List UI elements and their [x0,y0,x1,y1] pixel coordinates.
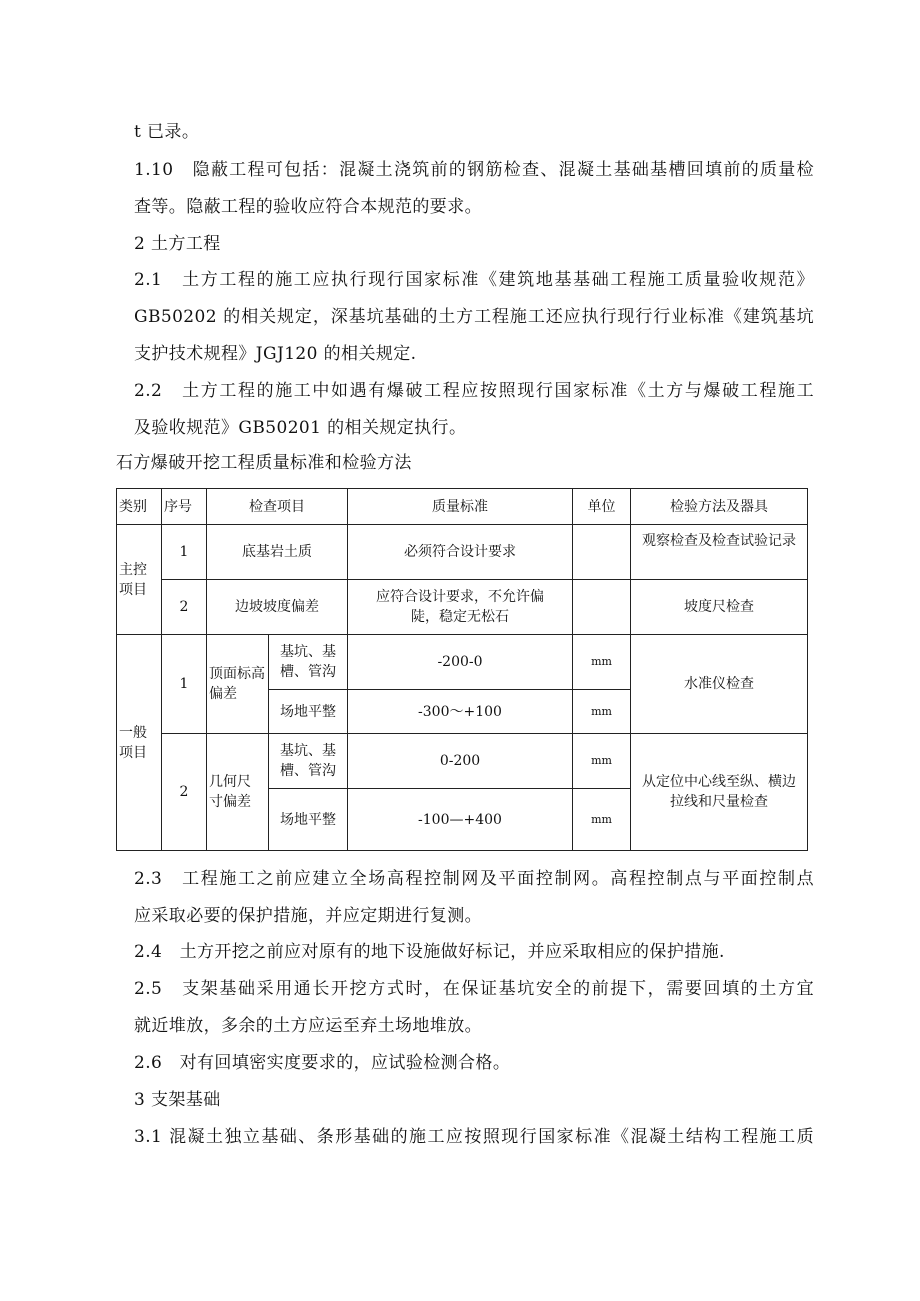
method-line-1: 从定位中心线至纵、横边 [642,774,796,790]
category-general-line-1: 一般 [119,724,147,741]
section-heading-3: 3 支架基础 [134,1090,221,1110]
clause-2-2-line-1: 2.2 土方工程的施工中如遇有爆破工程应按照现行国家标准《土方与爆破工程施工 [134,381,814,401]
method-cell [631,734,808,851]
sub-item-cell [269,734,348,789]
table-row [117,580,808,635]
sub-item-line-1: 基坑、基 [280,644,336,660]
standard-cell: 0-200 [348,734,573,789]
seq-cell: 1 [162,635,207,734]
category-general-line-2: 项目 [119,744,147,761]
clause-2-1-line-2: GB50202 的相关规定，深基坑基础的土方工程施工还应执行现行行业标准《建筑基坑 [134,307,814,327]
standard-line-1: 应符合设计要求，不允许偏 [376,589,544,605]
seq-cell: 2 [162,734,207,851]
item-line-1: 顶面标高 [209,666,265,682]
table-header-row [117,489,808,525]
sub-item-line-1: 基坑、基 [280,743,336,759]
standard-cell [348,580,573,635]
clause-2-3-line-1: 2.3 工程施工之前应建立全场高程控制网及平面控制网。高程控制点与平面控制点 [134,869,814,889]
item-cell: 边坡坡度偏差 [207,580,348,635]
quality-standard-table [116,488,808,851]
unit-cell: mm [573,690,631,734]
category-main-control [117,525,162,635]
clause-2-3-line-2: 应采取必要的保护措施，并应定期进行复测。 [134,906,482,926]
header-item: 检查项目 [207,489,348,525]
unit-cell [573,525,631,580]
clause-2-4: 2.4 土方开挖之前应对原有的地下设施做好标记，并应采取相应的保护措施. [134,942,725,962]
method-cell: 水准仪检查 [631,635,808,734]
item-cell [207,734,269,851]
method-line-2: 拉线和尺量检查 [670,794,768,810]
unit-cell: mm [573,635,631,690]
clause-1-10-line-1: 1.10 隐蔽工程可包括：混凝土浇筑前的钢筋检查、混凝土基础基槽回填前的质量检 [134,160,814,180]
header-unit: 单位 [573,489,631,525]
item-line-2: 寸偏差 [209,794,251,810]
section-heading-2: 2 土方工程 [134,234,221,254]
standard-cell: -300～+100 [348,690,573,734]
standard-cell: -200-0 [348,635,573,690]
unit-cell: mm [573,734,631,789]
clause-2-2-line-2: 及验收规范》GB50201 的相关规定执行。 [134,418,467,438]
clause-1-10-line-2: 查等。隐蔽工程的验收应符合本规范的要求。 [134,197,482,217]
unit-cell [573,580,631,635]
seq-cell: 2 [162,580,207,635]
table-row [117,734,808,789]
table-row [117,635,808,690]
header-standard: 质量标准 [348,489,573,525]
table-row [117,525,808,580]
category-main-line-2: 项目 [119,581,147,598]
standard-cell: 必须符合设计要求 [348,525,573,580]
clause-2-1-line-1: 2.1 土方工程的施工应执行现行国家标准《建筑地基基础工程施工质量验收规范》 [134,270,814,290]
clause-2-1-line-3: 支护技术规程》JGJ120 的相关规定. [134,344,417,364]
paragraph-continuation: t 已录。 [134,122,200,142]
item-line-1: 几何尺 [209,774,251,790]
item-line-2: 偏差 [209,686,237,702]
standard-cell: -100—+400 [348,789,573,851]
clause-2-5-line-2: 就近堆放，多余的土方应运至弃土场地堆放。 [134,1016,482,1036]
header-method: 检验方法及器具 [631,489,808,525]
clause-2-6: 2.6 对有回填密实度要求的，应试验检测合格。 [134,1053,511,1073]
category-general [117,635,162,851]
item-cell: 底基岩土质 [207,525,348,580]
unit-cell: mm [573,789,631,851]
header-seq: 序号 [162,489,207,525]
item-cell [207,635,269,734]
method-cell: 观察检查及检查试验记录 [631,525,808,580]
sub-item-cell: 场地平整 [269,789,348,851]
standard-line-2: 陡，稳定无松石 [411,609,509,625]
sub-item-cell: 场地平整 [269,690,348,734]
clause-2-5-line-1: 2.5 支架基础采用通长开挖方式时，在保证基坑安全的前提下，需要回填的土方宜 [134,979,814,999]
category-main-line-1: 主控 [119,561,147,578]
sub-item-line-2: 槽、管沟 [280,664,336,680]
clause-3-1-line-1: 3.1 混凝土独立基础、条形基础的施工应按照现行国家标准《混凝土结构工程施工质 [134,1127,814,1147]
header-category: 类别 [117,489,162,525]
seq-cell: 1 [162,525,207,580]
table-title: 石方爆破开挖工程质量标准和检验方法 [116,453,412,473]
sub-item-line-2: 槽、管沟 [280,763,336,779]
method-cell: 坡度尺检查 [631,580,808,635]
sub-item-cell [269,635,348,690]
